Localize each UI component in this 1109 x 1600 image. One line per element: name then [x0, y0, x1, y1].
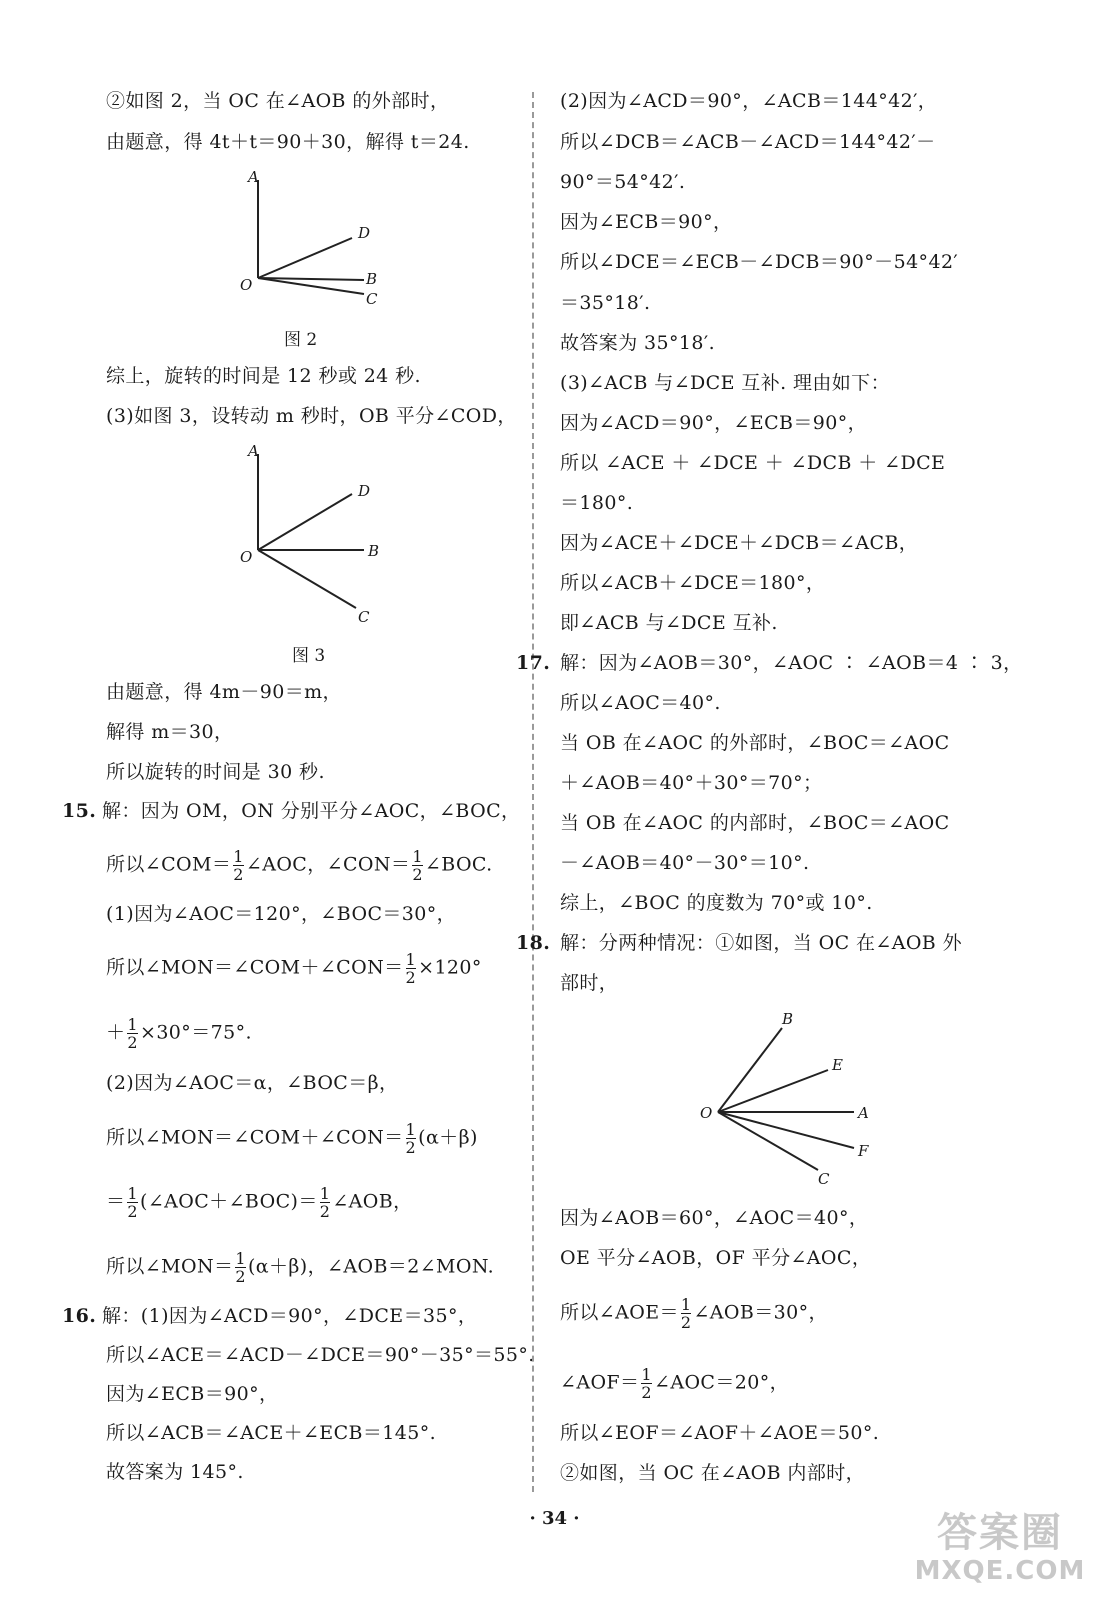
text-line: 当 OB 在∠AOC 的内部时，∠BOC＝∠AOC — [560, 812, 950, 834]
text-line: 所以∠ACB＝∠ACE＋∠ECB＝145°. — [106, 1422, 437, 1444]
page-number: · 34 · — [529, 1508, 580, 1529]
label-C: C — [818, 1170, 830, 1188]
text-line: 综上，∠BOC 的度数为 70°或 10°. — [560, 892, 873, 914]
text-line: 解：因为 OM，ON 分别平分∠AOC，∠BOC， — [102, 800, 521, 822]
text-line: ＋ $\frac{1}{2}$ ×30°＝75°. — [106, 1015, 252, 1052]
text-line: －∠AOB＝40°－30°＝10°. — [560, 852, 810, 874]
text-line: ②如图 2，当 OC 在∠AOB 的外部时， — [106, 90, 450, 112]
fraction-half: $\frac{1}{2}$ — [235, 1249, 246, 1286]
text-line: ＝ $\frac{1}{2}$ (∠AOC＋∠BOC)＝ $\frac{1}{2}$ ∠AOB， — [106, 1184, 413, 1221]
label-D: D — [358, 224, 371, 242]
figure-3-caption: 图 3 — [292, 646, 326, 666]
label-O: O — [700, 1104, 713, 1122]
fraction-half: $\frac{1}{2}$ — [127, 1015, 138, 1052]
text-line: 因为∠ECB＝90°， — [560, 211, 733, 233]
label-C: C — [358, 608, 370, 626]
question-number: 16. — [62, 1305, 97, 1327]
text-line: ＝35°18′. — [560, 292, 651, 314]
figure-2-caption: 图 2 — [284, 330, 318, 350]
watermark-logo: 答案圈 MXQE.COM — [914, 1510, 1086, 1586]
text-line: 所以∠DCE＝∠ECB－∠DCB＝90°－54°42′ — [560, 251, 959, 273]
question-number: 15. — [62, 800, 97, 822]
text-line: 所以∠EOF＝∠AOF＋∠AOE＝50°. — [560, 1422, 880, 1444]
text-line: 所以∠AOE＝ $\frac{1}{2}$ ∠AOB＝30°， — [560, 1295, 828, 1332]
text-line: 部时， — [560, 972, 619, 994]
text-line: 所以∠AOC＝40°. — [560, 692, 721, 714]
text-line: (2)因为∠AOC＝α，∠BOC＝β， — [106, 1072, 399, 1094]
label-A: A — [248, 168, 259, 186]
label-F: F — [858, 1142, 869, 1160]
label-O: O — [240, 276, 253, 294]
fraction-half: $\frac{1}{2}$ — [412, 847, 423, 884]
text-line: 所以∠ACB＋∠DCE＝180°， — [560, 572, 826, 594]
text-line: 由题意，得 4t＋t＝90＋30，解得 t＝24. — [106, 131, 470, 153]
text-line: 所以∠MON＝∠COM＋∠CON＝ $\frac{1}{2}$ ×120° — [106, 950, 482, 987]
label-A: A — [858, 1104, 869, 1122]
column-divider — [532, 92, 534, 1492]
label-A: A — [248, 442, 259, 460]
text-line: ＋∠AOB＝40°＋30°＝70°； — [560, 772, 823, 794]
text-line: 因为∠ACE＋∠DCE＋∠DCB＝∠ACB， — [560, 532, 919, 554]
text-line: 故答案为 35°18′. — [560, 332, 716, 354]
text-line: 解：因为∠AOB＝30°，∠AOC ∶ ∠AOB＝4 ∶ 3， — [560, 652, 1023, 674]
text-line: 解得 m＝30， — [106, 721, 234, 743]
label-D: D — [358, 482, 371, 500]
figure-q18 — [696, 1006, 886, 1200]
text-line: (2)因为∠ACD＝90°，∠ACB＝144°42′， — [560, 90, 938, 112]
text-line: OE 平分∠AOB，OF 平分∠AOC， — [560, 1247, 872, 1269]
text-line: 即∠ACB 与∠DCE 互补. — [560, 612, 778, 634]
text-line: 因为∠AOB＝60°，∠AOC＝40°， — [560, 1207, 869, 1229]
text-line: 综上，旋转的时间是 12 秒或 24 秒. — [106, 365, 421, 387]
text-line: 由题意，得 4m－90＝m， — [106, 681, 342, 703]
question-number: 17. — [516, 652, 551, 674]
text-line: 90°＝54°42′. — [560, 171, 686, 193]
text-line: 所以∠MON＝∠COM＋∠CON＝ $\frac{1}{2}$ (α＋β) — [106, 1120, 478, 1157]
label-B: B — [366, 270, 378, 288]
label-O: O — [240, 548, 253, 566]
label-E: E — [832, 1056, 843, 1074]
text-line: 当 OB 在∠AOC 的外部时，∠BOC＝∠AOC — [560, 732, 950, 754]
figure-2 — [228, 166, 388, 320]
text-line: (3)∠ACB 与∠DCE 互补. 理由如下： — [560, 372, 890, 394]
fraction-half: $\frac{1}{2}$ — [319, 1184, 331, 1221]
text-line: 解：分两种情况：①如图，当 OC 在∠AOB 外 — [560, 932, 963, 954]
figure-3 — [228, 440, 388, 634]
text-line: 所以∠ACE＝∠ACD－∠DCE＝90°－35°＝55°. — [106, 1344, 535, 1366]
text-line: ＝180°. — [560, 492, 634, 514]
label-C: C — [366, 290, 378, 308]
text-line: 所以∠MON＝ $\frac{1}{2}$ (α＋β)，∠AOB＝2∠MON. — [106, 1249, 495, 1286]
fraction-half: $\frac{1}{2}$ — [680, 1295, 692, 1332]
text-line: 解：(1)因为∠ACD＝90°，∠DCE＝35°， — [102, 1305, 478, 1327]
text-line: 因为∠ACD＝90°，∠ECB＝90°， — [560, 412, 868, 434]
text-line: (3)如图 3，设转动 m 秒时，OB 平分∠COD， — [106, 405, 517, 427]
text-line: 故答案为 145°. — [106, 1461, 244, 1483]
fraction-half: $\frac{1}{2}$ — [641, 1365, 652, 1402]
text-line: 所以∠COM＝ $\frac{1}{2}$ ∠AOC，∠CON＝ $\frac{1}{2}$ ∠BOC. — [106, 847, 493, 884]
fraction-half: $\frac{1}{2}$ — [405, 1120, 417, 1157]
text-line: 所以 ∠ACE ＋ ∠DCE ＋ ∠DCB ＋ ∠DCE — [560, 452, 946, 474]
text-line: 所以旋转的时间是 30 秒. — [106, 761, 325, 783]
label-B: B — [782, 1010, 794, 1028]
fraction-half: $\frac{1}{2}$ — [233, 847, 244, 884]
text-line: 因为∠ECB＝90°， — [106, 1383, 279, 1405]
fraction-half: $\frac{1}{2}$ — [127, 1184, 138, 1221]
text-line: ∠AOF＝ $\frac{1}{2}$ ∠AOC＝20°， — [560, 1365, 790, 1402]
label-B: B — [368, 542, 380, 560]
text-line: 所以∠DCB＝∠ACB－∠ACD＝144°42′－ — [560, 131, 936, 153]
text-line: (1)因为∠AOC＝120°，∠BOC＝30°， — [106, 903, 457, 925]
fraction-half: $\frac{1}{2}$ — [405, 950, 417, 987]
question-number: 18. — [516, 932, 551, 954]
text-line: ②如图，当 OC 在∠AOB 内部时， — [560, 1462, 866, 1484]
